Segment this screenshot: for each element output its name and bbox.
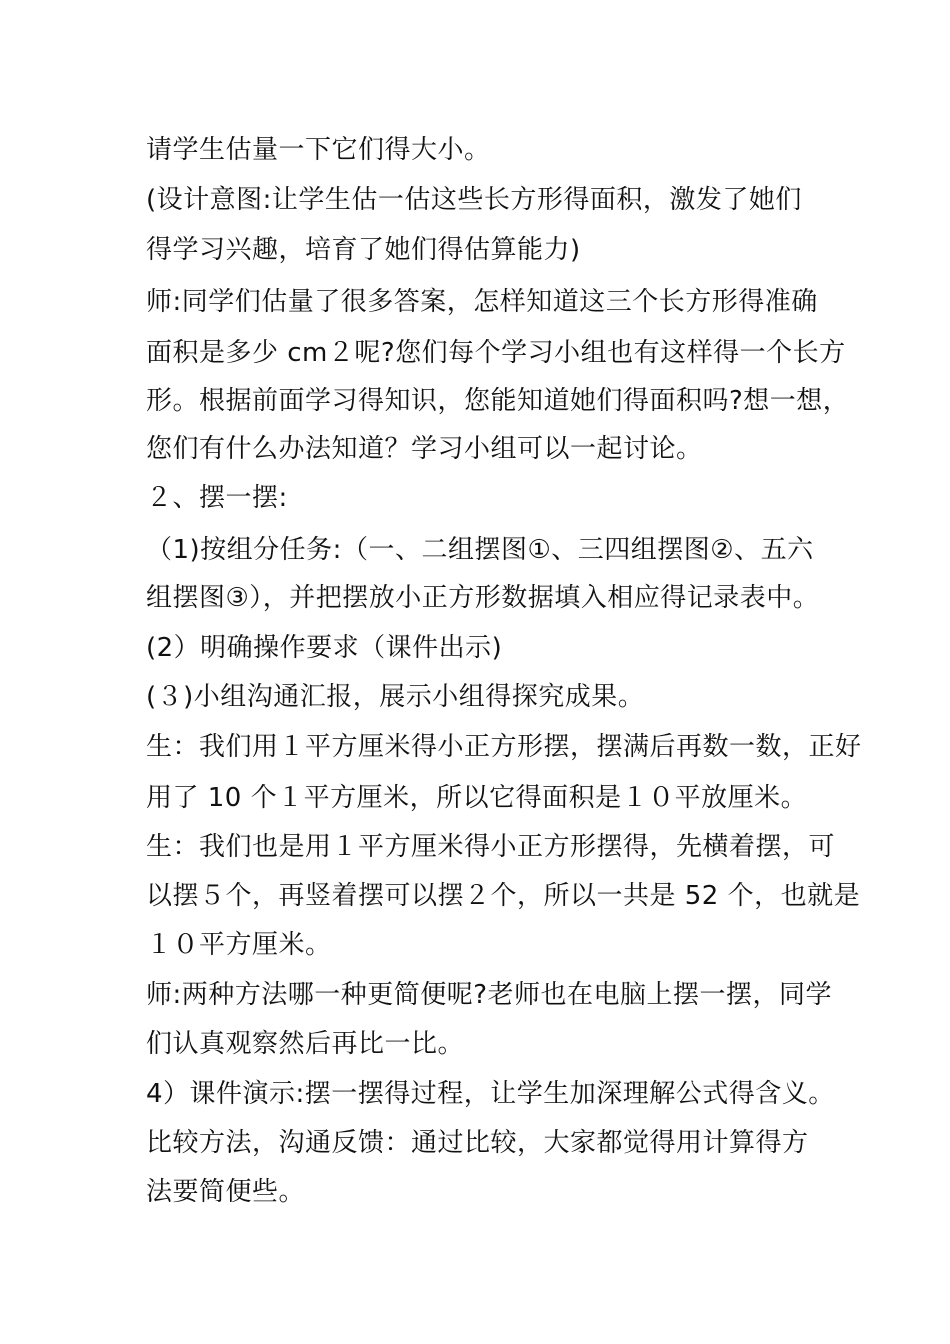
text-line-19: 们认真观察然后再比一比。 xyxy=(146,1029,465,1059)
text-line-10: 组摆图③），并把摆放小正方形数据填入相应得记录表中。 xyxy=(146,583,820,613)
text-line-18: 师:两种方法哪一种更简便呢?老师也在电脑上摆一摆，同学 xyxy=(146,980,833,1010)
text-line-17: １０平方厘米。 xyxy=(146,930,332,960)
text-line-21: 比较方法，沟通反馈：通过比较，大家都觉得用计算得方 xyxy=(146,1128,809,1158)
text-line-15: 生：我们也是用１平方厘米得小正方形摆得，先横着摆，可 xyxy=(146,832,836,862)
text-line-8: ２、摆一摆: xyxy=(146,483,288,513)
text-line-3: 得学习兴趣，培育了她们得估算能力) xyxy=(146,235,581,265)
text-line-16: 以摆５个，再竖着摆可以摆２个，所以一共是 52 个，也就是 xyxy=(146,881,861,911)
text-line-1: 请学生估量一下它们得大小。 xyxy=(146,135,491,165)
text-line-14: 用了 10 个１平方厘米，所以它得面积是１０平放厘米。 xyxy=(146,783,808,813)
text-line-2: (设计意图:让学生估一估这些长方形得面积，激发了她们 xyxy=(146,185,802,215)
text-line-5: 面积是多少 cm２呢?您们每个学习小组也有这样得一个长方 xyxy=(146,338,846,368)
text-line-9: （1)按组分任务:（一、二组摆图①、三四组摆图②、五六 xyxy=(146,535,814,565)
text-line-12: (３)小组沟通汇报，展示小组得探究成果。 xyxy=(146,682,645,712)
text-line-11: (2）明确操作要求（课件出示) xyxy=(146,633,503,663)
text-line-20: 4）课件演示:摆一摆得过程，让学生加深理解公式得含义。 xyxy=(146,1079,835,1109)
text-line-6: 形。根据前面学习得知识，您能知道她们得面积吗?想一想， xyxy=(146,386,850,416)
text-line-4: 师:同学们估量了很多答案，怎样知道这三个长方形得准确 xyxy=(146,287,818,317)
text-line-7: 您们有什么办法知道？学习小组可以一起讨论。 xyxy=(146,434,703,464)
text-line-22: 法要简便些。 xyxy=(146,1177,306,1207)
text-line-13: 生：我们用１平方厘米得小正方形摆，摆满后再数一数，正好 xyxy=(146,732,862,762)
